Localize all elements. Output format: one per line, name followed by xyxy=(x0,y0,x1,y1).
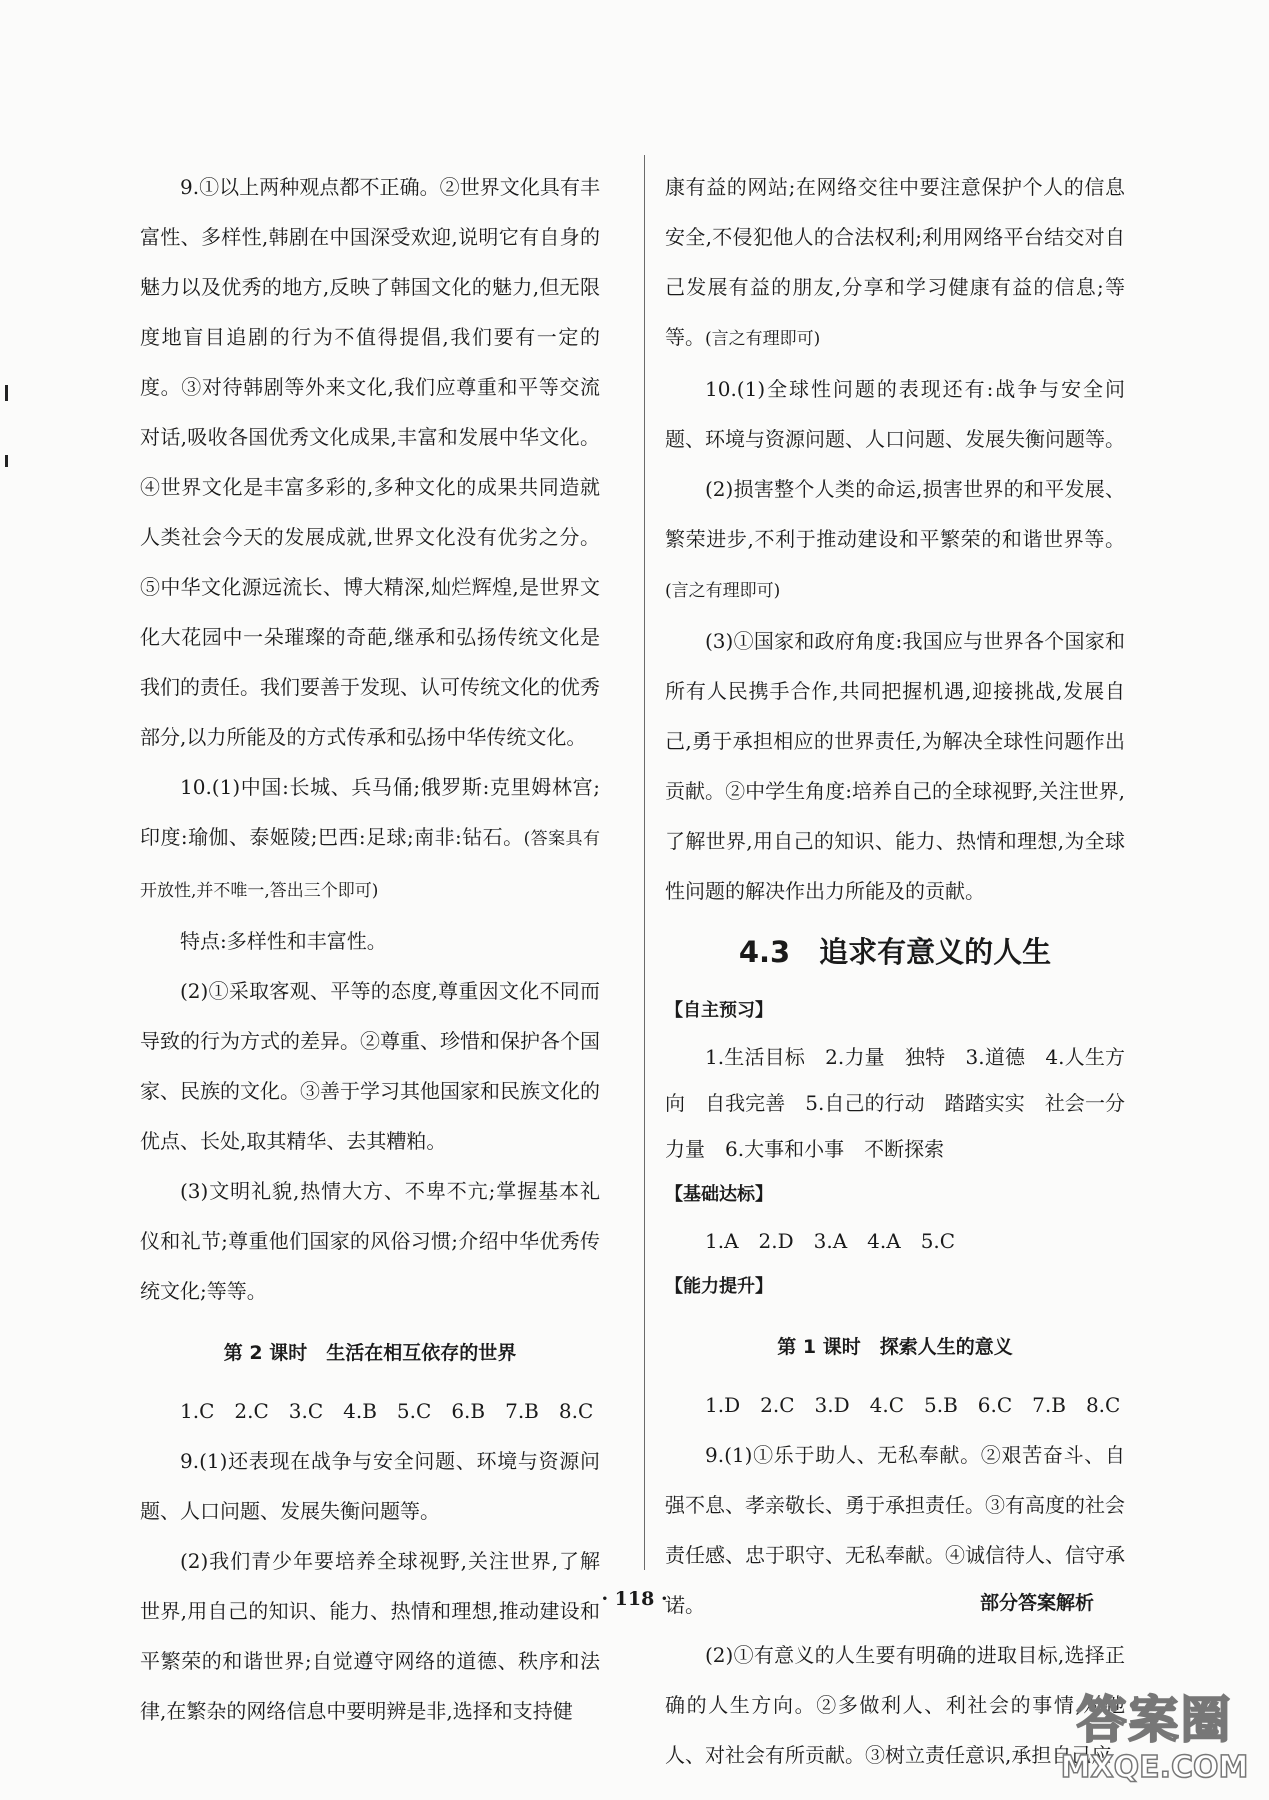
basic-answers: 1.A 2.D 3.A 4.A 5.C xyxy=(705,1229,956,1253)
continued-paragraph xyxy=(665,162,1125,364)
continued-text: 康有益的网站;在网络交往中要注意保护个人的信息安全,不侵犯他人的合法权利;利用网络平台结交对自己发展有益的朋友,分享和学习健康有益的信息;等等。 xyxy=(665,175,1125,349)
answer-10-3-right: (3)①国家和政府角度:我国应与世界各个国家和所有人民携手合作,共同把握机遇,迎接挑战,发展自己,勇于承担相应的世界责任,为解决全球性问题作出贡献。②中学生角度:培养自己的全球视野,关注世界,了解世界,用自己的知识、能力、热情和理想,为全球性问题的解决作出力所能及的贡献。 xyxy=(665,629,1125,903)
right-column xyxy=(665,162,1125,1780)
lesson-2-answer-9-1: 9.(1)还表现在战争与安全问题、环境与资源问题、人口问题、发展失衡问题等。 xyxy=(140,1449,600,1523)
feature-paragraph: 特点:多样性和丰富性。 xyxy=(180,929,387,953)
answer-9-paragraph: 9.①以上两种观点都不正确。②世界文化具有丰富性、多样性,韩剧在中国深受欢迎,说明它有自身的魅力以及优秀的地方,反映了韩国文化的魅力,但无限度地盲目追剧的行为不值得提倡,我们要有一定的度。③对待韩剧等外来文化,我们应尊重和平等交流对话,吸收各国优秀文化成果,丰富和发展中华文化。④世界文化是丰富多彩的,多种文化的成果共同造就人类社会今天的发展成就,世界文化没有优劣之分。⑤中华文化源远流长、博大精深,灿烂辉煌,是世界文化大花园中一朵璀璨的奇葩,继承和弘扬传统文化是我们的责任。我们要善于发现、认可传统文化的优秀部分,以力所能及的方式传承和弘扬中华传统文化。 xyxy=(140,175,600,749)
answer-10-1-text: 10.(1)中国:长城、兵马俑;俄罗斯:克里姆林宫;印度:瑜伽、泰姬陵;巴西:足球;南非:钻石。 xyxy=(140,775,600,849)
answer-10-3-paragraph: (3)文明礼貌,热情大方、不卑不亢;掌握基本礼仪和礼节;尊重他们国家的风俗习惯;介绍中华优秀传统文化;等等。 xyxy=(140,1179,600,1303)
answer-10-1-note: (答案具有开放性,并不唯一,答出三个即可) xyxy=(140,829,600,901)
ability-label: 【能力提升】 xyxy=(665,1276,773,1297)
lesson-1-answers: 1.D 2.C 3.D 4.C 5.B 6.C 7.B 8.C xyxy=(705,1393,1121,1417)
page-number: · 118 · xyxy=(601,1588,668,1610)
watermark-cn: 答案圈 xyxy=(1076,1691,1233,1749)
section-title: 4.3 追求有意义的人生 xyxy=(738,935,1052,969)
answer-10-2-right-note: (言之有理即可) xyxy=(665,581,781,601)
lesson-2-answers: 1.C 2.C 3.C 4.B 5.C 6.B 7.B 8.C xyxy=(180,1399,594,1423)
answer-10-2-right xyxy=(665,464,1125,616)
left-column xyxy=(140,162,600,1736)
answer-10-1-paragraph xyxy=(140,762,600,916)
answer-10-1-right: 10.(1)全球性问题的表现还有:战争与安全问题、环境与资源问题、人口问题、发展失衡问题等。 xyxy=(665,377,1125,451)
scan-mark xyxy=(5,455,8,467)
lesson-1-title: 第 1 课时 探索人生的意义 xyxy=(777,1336,1013,1358)
answer-10-2-paragraph: (2)①采取客观、平等的态度,尊重因文化不同而导致的行为方式的差异。②尊重、珍惜和保护各个国家、民族的文化。③善于学习其他国家和民族文化的优点、长处,取其精华、去其糟粕。 xyxy=(140,979,600,1153)
answer-10-2-right-text: (2)损害整个人类的命运,损害世界的和平发展、繁荣进步,不利于推动建设和平繁荣的和谐世界等。 xyxy=(665,477,1125,551)
lesson-2-answer-9-2: (2)我们青少年要培养全球视野,关注世界,了解世界,用自己的知识、能力、热情和理想,推动建设和平繁荣的和谐世界;自觉遵守网络的道德、秩序和法律,在繁杂的网络信息中要明辨是非,选择和支持健 xyxy=(140,1549,600,1723)
scan-mark xyxy=(5,385,8,401)
lesson-1-answer-9-2: (2)①有意义的人生要有明确的进取目标,选择正确的人生方向。②多做利人、利社会的事情,对他人、对社会有所贡献。③树立责任意识,承担自己应 xyxy=(665,1643,1125,1767)
watermark-en: MXQE.COM xyxy=(1060,1750,1249,1785)
watermark-logo xyxy=(1052,1680,1257,1795)
basic-label: 【基础达标】 xyxy=(665,1184,773,1205)
column-divider xyxy=(644,155,645,1570)
lesson-2-title: 第 2 课时 生活在相互依存的世界 xyxy=(223,1342,517,1364)
preview-answers: 1.生活目标 2.力量 独特 3.道德 4.人生方向 自我完善 5.自己的行动 踏踏实实 社会一分力量 6.大事和小事 不断探索 xyxy=(665,1045,1125,1161)
lesson-1-answer-9-1: 9.(1)①乐于助人、无私奉献。②艰苦奋斗、自强不息、孝亲敬长、勇于承担责任。③有高度的社会责任感、忠于职守、无私奉献。④诚信待人、信守承诺。 xyxy=(665,1443,1125,1617)
section-label: 部分答案解析 xyxy=(980,1592,1095,1614)
preview-label: 【自主预习】 xyxy=(665,1000,773,1021)
continued-note: (言之有理即可) xyxy=(705,329,821,349)
